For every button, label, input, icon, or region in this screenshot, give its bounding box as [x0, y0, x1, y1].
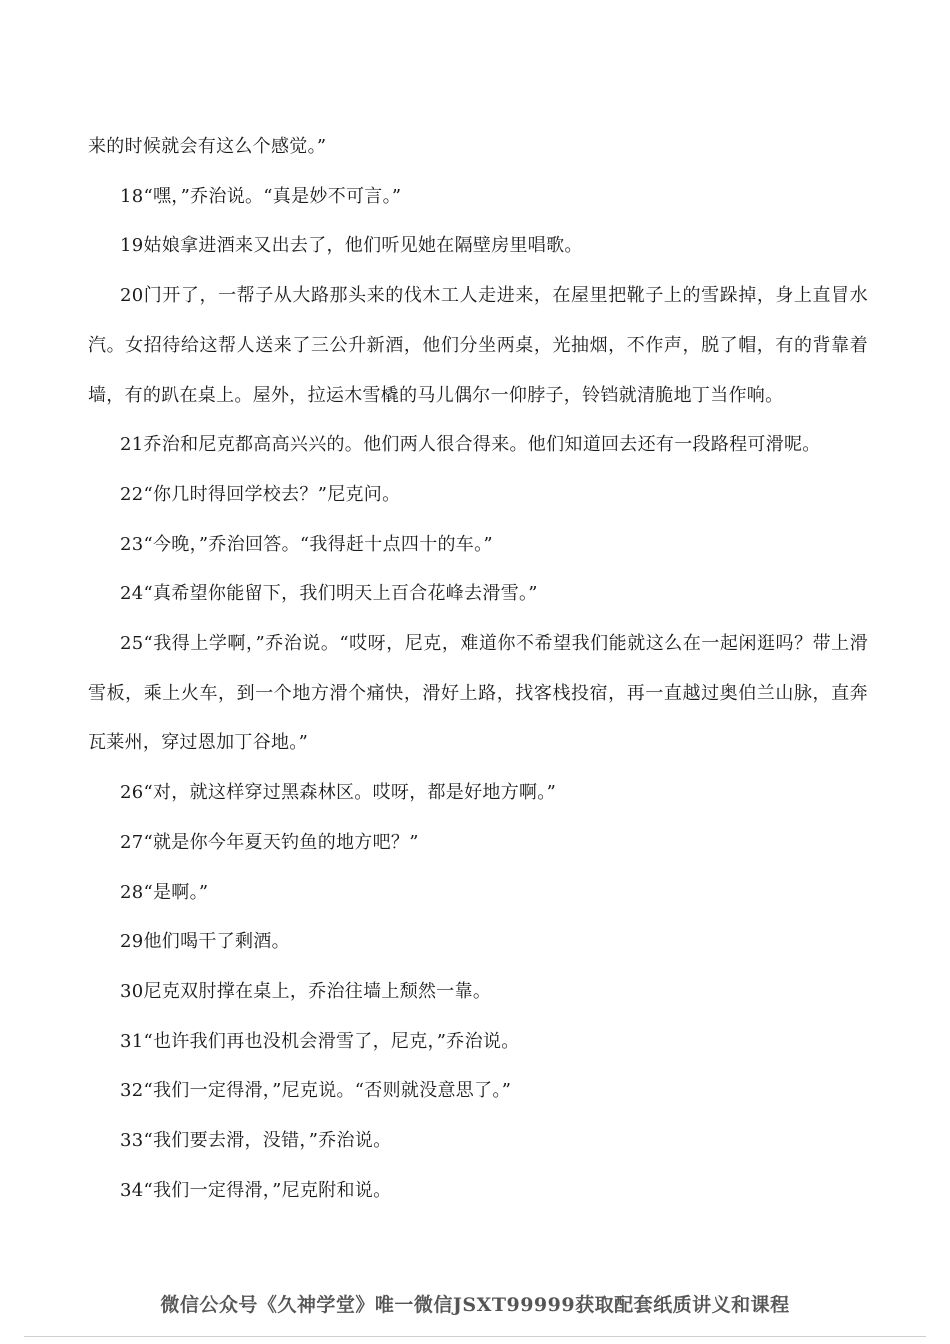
paragraph-23: 23“今晚，”乔治回答。“我得赶十点四十的车。”: [120, 533, 493, 555]
paragraph-continuation: 来的时候就会有这么个感觉。”: [88, 136, 327, 157]
paragraph-31: 31“也许我们再也没机会滑雪了，尼克，”乔治说。: [120, 1030, 520, 1052]
paragraph-20: 20门开了，一帮子从大路那头来的伐木工人走进来，在屋里把靴子上的雪跺掉，身上直冒水汽。女招待给这帮人送来了三公升新酒，他们分坐两桌，光抽烟，不作声，脱了帽，有的背靠着墙，有的趴在桌上。屋外，拉运木雪橇的马儿偶尔一仰脖子，铃铛就清脆地丁当作响。: [88, 285, 868, 406]
paragraph-33: 33“我们要去滑，没错，”乔治说。: [120, 1130, 392, 1152]
paragraph-28: 28“是啊。”: [120, 881, 209, 903]
story-body: [88, 122, 868, 1215]
paragraph-24: 24“真希望你能留下，我们明天上百合花峰去滑雪。”: [120, 583, 538, 605]
paragraph-32: 32“我们一定得滑，”尼克说。“否则就没意思了。”: [120, 1080, 512, 1102]
paragraph-22: 22“你几时得回学校去？”尼克问。: [120, 483, 401, 505]
paragraph-26: 26“对，就这样穿过黑森林区。哎呀，都是好地方啊。”: [120, 782, 557, 804]
paragraph-30: 30尼克双肘撑在桌上，乔治往墙上颓然一靠。: [120, 980, 492, 1002]
footer-watermark: 微信公众号《久神学堂》唯一微信JSXT99999获取配套纸质讲义和课程: [160, 1294, 790, 1316]
paragraph-21: 21乔治和尼克都高高兴兴的。他们两人很合得来。他们知道回去还有一段路程可滑呢。: [120, 434, 821, 456]
paragraph-29: 29他们喝干了剩酒。: [120, 931, 290, 953]
paragraph-19: 19姑娘拿进酒来又出去了，他们听见她在隔壁房里唱歌。: [120, 235, 583, 257]
paragraph-25: 25“我得上学啊，”乔治说。“哎呀，尼克，难道你不希望我们能就这么在一起闲逛吗？带上滑雪板，乘上火车，到一个地方滑个痛快，滑好上路，找客栈投宿，再一直越过奥伯兰山脉，直奔瓦莱州，穿过恩加丁谷地。”: [88, 633, 868, 754]
footer-divider: [24, 1336, 926, 1337]
paragraph-27: 27“就是你今年夏天钓鱼的地方吧？”: [120, 831, 419, 853]
paragraph-34: 34“我们一定得滑，”尼克附和说。: [120, 1179, 392, 1201]
paragraph-18: 18“嘿，”乔治说。“真是妙不可言。”: [120, 185, 402, 207]
